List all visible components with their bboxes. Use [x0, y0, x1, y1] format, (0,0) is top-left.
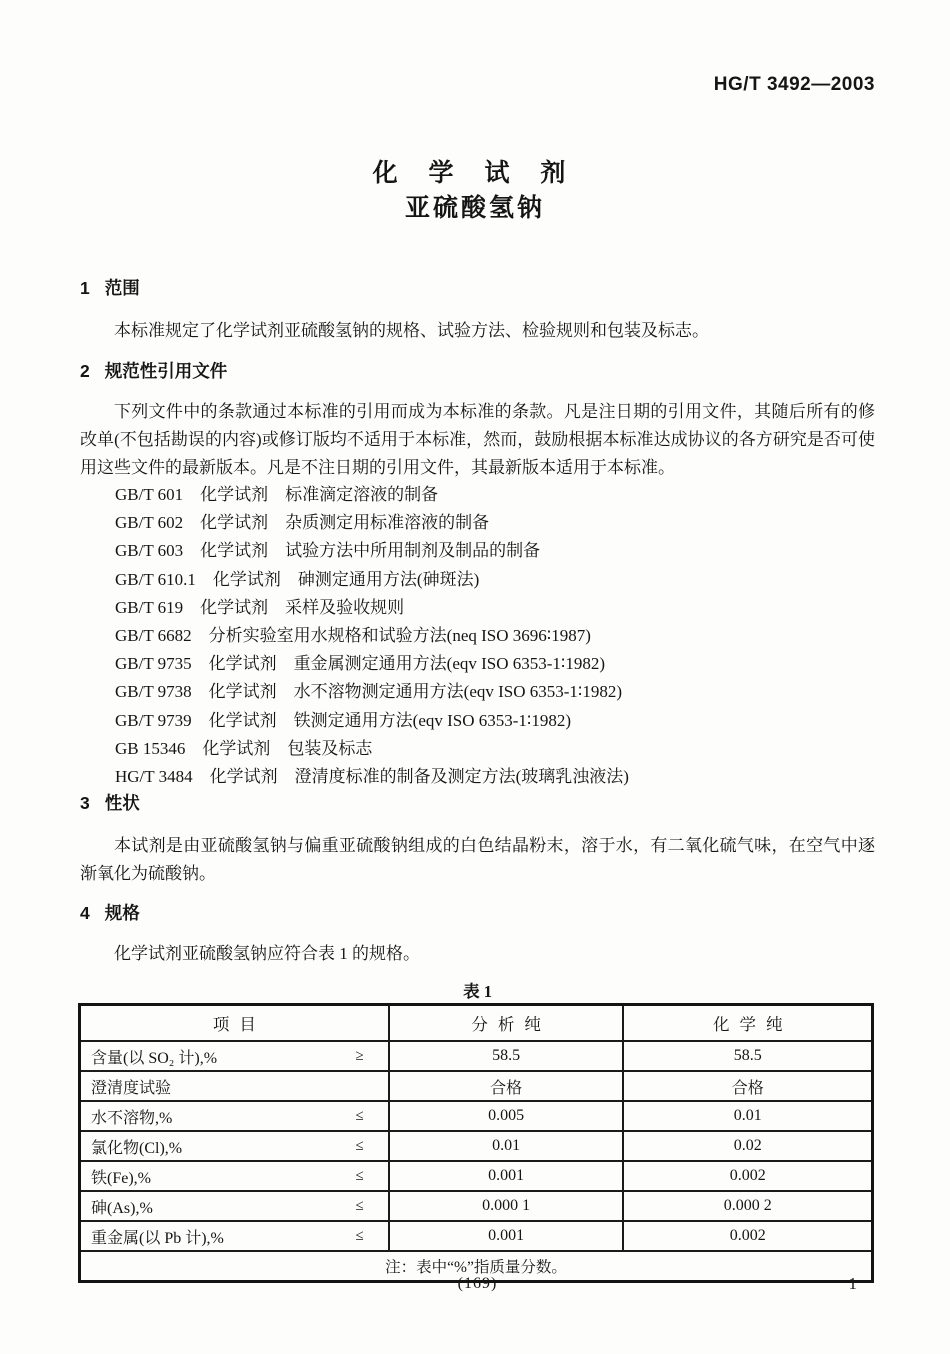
relation-symbol: ≤: [355, 1137, 364, 1154]
spec-item-cell: [80, 1161, 389, 1191]
spec-value-analytical: 合格: [389, 1071, 624, 1101]
reference-item: GB 15346 化学试剂 包装及标志: [115, 738, 373, 758]
relation-symbol: ≤: [355, 1227, 364, 1244]
section-1-number: 1: [80, 278, 90, 298]
table-note: 注：表中“%”指质量分数。: [80, 1251, 873, 1282]
spec-item-cell: [80, 1071, 389, 1101]
spec-item-label: 含量(以 SO₂ 计),%: [91, 1049, 218, 1067]
spec-item-label: 重金属(以 Pb 计),%: [91, 1229, 224, 1247]
spec-item-cell: [80, 1131, 389, 1161]
spec-value-chemical: 0.002: [623, 1161, 872, 1191]
spec-value-analytical: 0.001: [389, 1161, 624, 1191]
column-header-item: 项目: [80, 1005, 389, 1042]
section-3-number: 3: [80, 793, 90, 813]
column-header-analytical: 分析纯: [389, 1005, 624, 1042]
spec-item-cell: [80, 1101, 389, 1131]
section-2-number: 2: [80, 361, 90, 381]
folio-number: (169): [457, 1275, 498, 1292]
spec-item-label: 水不溶物,%: [91, 1109, 173, 1127]
spec-value-chemical: 0.002: [623, 1221, 872, 1251]
section-1-title: 范围: [104, 278, 140, 298]
spec-item-cell: [80, 1191, 389, 1221]
table-header-row: [80, 1005, 873, 1042]
section-2-title: 规范性引用文件: [104, 361, 228, 381]
section-3-title: 性状: [104, 793, 140, 813]
reference-item: GB/T 6682 分析实验室用水规格和试验方法(neq ISO 3696∶1987): [115, 626, 591, 646]
table-row: [80, 1071, 873, 1101]
table-caption: 表 1: [463, 982, 492, 1001]
spec-value-chemical: 0.000 2: [623, 1191, 872, 1221]
spec-item-label: 砷(As),%: [91, 1199, 153, 1217]
table-row: [80, 1041, 873, 1071]
spec-value-analytical: 0.005: [389, 1101, 624, 1131]
section-3-paragraph: 本试剂是由亚硫酸氢钠与偏重亚硫酸钠组成的白色结晶粉末，溶于水，有二氧化硫气味，在空气中逐渐氧化为硫酸钠。: [80, 836, 875, 883]
relation-symbol: ≤: [355, 1107, 364, 1124]
table-row: [80, 1101, 873, 1131]
reference-item: GB/T 603 化学试剂 试验方法中所用制剂及制品的制备: [115, 541, 541, 561]
spec-value-analytical: 58.5: [389, 1041, 624, 1071]
spec-item-cell: [80, 1041, 389, 1071]
standard-code: HG/T 3492—2003: [713, 74, 875, 95]
spec-value-analytical: 0.000 1: [389, 1191, 624, 1221]
reference-item: GB/T 619 化学试剂 采样及验收规则: [115, 597, 405, 617]
table-row: [80, 1191, 873, 1221]
section-specifications: [80, 904, 875, 968]
section-1-paragraph: 本标准规定了化学试剂亚硫酸氢钠的规格、试验方法、检验规则和包装及标志。: [114, 321, 709, 340]
spec-item-label: 氯化物(Cl),%: [91, 1139, 183, 1157]
page-footer: [80, 1272, 875, 1302]
document-subtitle: 亚硫酸氢钠: [404, 194, 545, 222]
reference-item: GB/T 601 化学试剂 标准滴定溶液的制备: [115, 485, 439, 504]
page-number: 1: [848, 1274, 857, 1293]
column-header-chemical: 化学纯: [623, 1005, 872, 1042]
section-4-paragraph: 化学试剂亚硫酸氢钠应符合表 1 的规格。: [114, 944, 420, 963]
section-scope: [80, 279, 875, 345]
spec-value-analytical: 0.001: [389, 1221, 624, 1251]
spec-item-label: 澄清度试验: [91, 1079, 172, 1097]
specifications-table: [78, 1003, 874, 1283]
relation-symbol: ≤: [355, 1197, 364, 1214]
section-normative-references: [80, 362, 875, 482]
title-block: [0, 157, 950, 224]
spec-value-analytical: 0.01: [389, 1131, 624, 1161]
document-title: 化 学 试 剂: [372, 159, 578, 187]
section-2-heading: [80, 362, 875, 381]
spec-value-chemical: 58.5: [623, 1041, 872, 1071]
section-properties: [80, 794, 875, 888]
reference-list: [80, 481, 875, 791]
table-row: [80, 1221, 873, 1251]
reference-item: GB/T 9735 化学试剂 重金属测定通用方法(eqv ISO 6353-1∶1982): [115, 654, 606, 674]
spec-item-label: 铁(Fe),%: [91, 1169, 151, 1187]
reference-item: GB/T 9738 化学试剂 水不溶物测定通用方法(eqv ISO 6353-1∶1982): [115, 682, 623, 702]
spec-value-chemical: 0.01: [623, 1101, 872, 1131]
spec-item-cell: [80, 1221, 389, 1251]
table-row: [80, 1131, 873, 1161]
reference-item: GB/T 610.1 化学试剂 砷测定通用方法(砷斑法): [115, 569, 480, 589]
relation-symbol: ≤: [355, 1167, 364, 1184]
section-4-title: 规格: [104, 903, 140, 923]
section-2-paragraph: 下列文件中的条款通过本标准的引用而成为本标准的条款。凡是注日期的引用文件，其随后所有的修改单(不包括勘误的内容)或修订版均不适用于本标准，然而，鼓励根据本标准达成协议的各方研究是否可使用这些文件的最新版本。凡是不注日期的引用文件，其最新版本适用于本标准。: [80, 402, 875, 477]
section-3-heading: [80, 794, 875, 813]
spec-value-chemical: 合格: [623, 1071, 872, 1101]
reference-item: GB/T 9739 化学试剂 铁测定通用方法(eqv ISO 6353-1∶1982): [115, 710, 572, 730]
section-1-heading: [80, 279, 875, 298]
table-row: [80, 1161, 873, 1191]
section-4-number: 4: [80, 903, 90, 923]
relation-symbol: ≥: [355, 1047, 364, 1064]
reference-item: HG/T 3484 化学试剂 澄清度标准的制备及测定方法(玻璃乳浊液法): [115, 767, 629, 787]
section-4-heading: [80, 904, 875, 923]
reference-item: GB/T 602 化学试剂 杂质测定用标准溶液的制备: [115, 513, 490, 533]
spec-value-chemical: 0.02: [623, 1131, 872, 1161]
